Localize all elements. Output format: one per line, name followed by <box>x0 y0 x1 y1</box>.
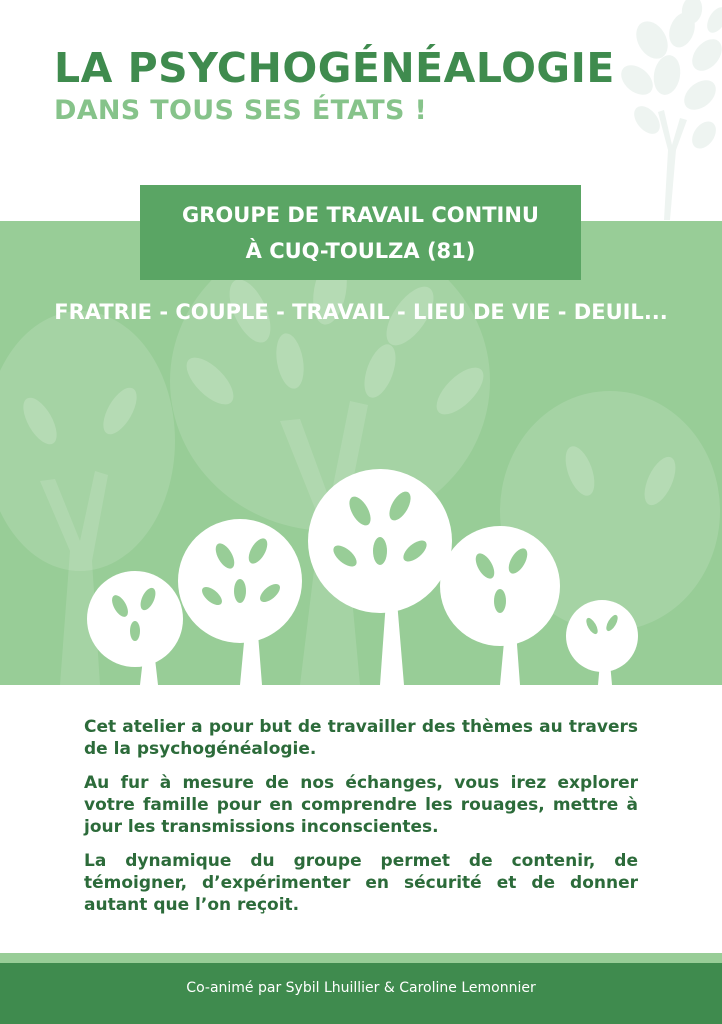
corner-tree-icon <box>592 0 722 220</box>
description-paragraph-2: Au fur à mesure de nos échanges, vous irez explorer votre famille pour en comprendre les rouages, mettre à jour les transmissions inconscientes. <box>84 773 638 837</box>
footer <box>0 963 722 1024</box>
group-title-box <box>140 185 581 280</box>
group-title-line1: GROUPE DE TRAVAIL CONTINU <box>182 202 539 227</box>
footer-stripe <box>0 953 722 963</box>
themes-line: FRATRIE - COUPLE - TRAVAIL - LIEU DE VIE - DEUIL... <box>54 300 668 324</box>
illustration-band <box>0 221 722 685</box>
poster-subtitle: DANS TOUS SES ÉTATS ! <box>54 95 428 126</box>
poster-title: LA PSYCHOGÉNÉALOGIE <box>54 44 615 92</box>
footer-credit: Co-animé par Sybil Lhuillier & Caroline Lemonnier <box>186 980 536 996</box>
description-paragraph-1: Cet atelier a pour but de travailler des thèmes au travers de la psychogénéalogie. <box>84 717 638 759</box>
group-title-line2: À CUQ-TOULZA (81) <box>245 238 476 263</box>
description <box>84 716 638 928</box>
description-paragraph-3: La dynamique du groupe permet de contenir, de témoigner, d’expérimenter en sécurité et de donner autant que l’on reçoit. <box>84 851 638 915</box>
tree-illustration <box>0 221 722 685</box>
